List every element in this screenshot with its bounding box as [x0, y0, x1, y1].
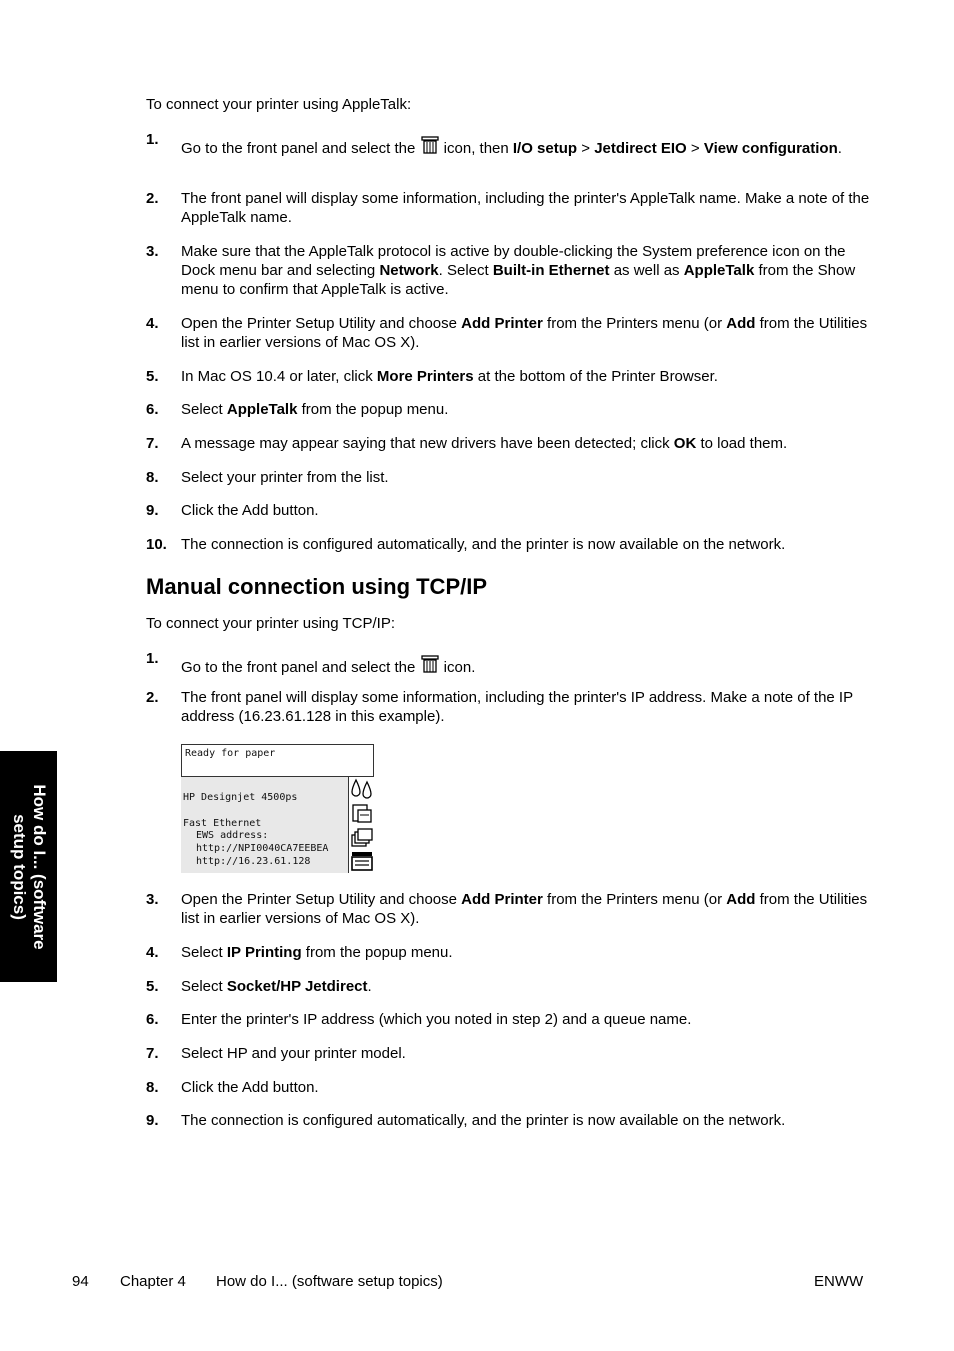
tcpip-step-1-number: 1.: [146, 650, 159, 667]
step-text: from the popup menu.: [305, 944, 453, 961]
lcd-info-area: [181, 777, 348, 873]
step-text: from the Utilities list in earlier versions of Mac OS X).: [181, 315, 868, 351]
footer-page-number: 94: [72, 1273, 89, 1290]
tcpip-step-3-number: 3.: [146, 891, 159, 908]
lcd-model: HP Designjet 4500ps: [183, 792, 298, 803]
appletalk-step-6-text: [181, 400, 871, 419]
appletalk-step-4-number: 4.: [146, 315, 159, 332]
appletalk-step-8-text: Select your printer from the list.: [181, 469, 389, 486]
menu-path-jetdirect: Jetdirect EIO: [594, 140, 687, 157]
side-tab-label: [9, 757, 49, 977]
step-text: Open the Printer Setup Utility and choose: [181, 891, 457, 908]
tcpip-step-5-text: [181, 977, 871, 996]
step-text: icon, then: [443, 140, 509, 157]
side-tab-line-2: setup topics): [9, 813, 29, 920]
bold-built-in-ethernet: Built-in Ethernet: [492, 262, 610, 279]
tcpip-step-7-number: 7.: [146, 1045, 159, 1062]
step-text: Go to the front panel and select the: [181, 659, 416, 676]
bold-add: Add: [726, 315, 756, 332]
appletalk-step-7-number: 7.: [146, 435, 159, 452]
step-text: Select: [181, 944, 223, 961]
bold-more-printers: More Printers: [376, 368, 474, 385]
step-text: to load them.: [700, 435, 788, 452]
bold-network: Network: [379, 262, 439, 279]
tcpip-step-6-text: Enter the printer's IP address (which you noted in step 2) and a queue name.: [181, 1011, 692, 1028]
appletalk-intro: To connect your printer using AppleTalk:: [146, 96, 412, 113]
appletalk-step-5-number: 5.: [146, 368, 159, 385]
bold-appletalk: AppleTalk: [683, 262, 755, 279]
tcpip-step-3-text: [181, 890, 871, 928]
appletalk-step-9-text: Click the Add button.: [181, 502, 319, 519]
step-text: . Select: [438, 262, 489, 279]
menu-path-io-setup: I/O setup: [512, 140, 578, 157]
bold-ip-printing: IP Printing: [226, 944, 302, 961]
step-text: A message may appear saying that new drivers have been detected; click: [181, 435, 670, 452]
front-panel-menu-icon: [421, 136, 439, 154]
bold-appletalk: AppleTalk: [226, 401, 298, 418]
step-text: Open the Printer Setup Utility and choose: [181, 315, 457, 332]
side-tab-line-1: How do I... (software: [29, 783, 49, 950]
appletalk-step-9-number: 9.: [146, 502, 159, 519]
lcd-icon-column: [348, 777, 375, 873]
footer-chapter-title: How do I... (software setup topics): [216, 1273, 443, 1290]
tcpip-step-4-number: 4.: [146, 944, 159, 961]
front-panel-menu-icon: [421, 655, 439, 673]
appletalk-step-4-text: [181, 314, 871, 352]
step-text: from the Show menu to confirm that AppleTalk is active.: [181, 262, 856, 298]
step-text: from the Printers menu (or: [547, 891, 723, 908]
bold-add: Add: [726, 891, 756, 908]
footer-doc-code: ENWW: [814, 1273, 864, 1290]
appletalk-step-2-number: 2.: [146, 190, 159, 207]
tcpip-step-1-text: [181, 655, 871, 677]
tcpip-step-9-number: 9.: [146, 1112, 159, 1129]
ink-drops-icon: [350, 778, 374, 800]
printer-tray-icon: [350, 850, 374, 872]
bold-ok: OK: [673, 435, 697, 452]
tcpip-step-4-text: [181, 943, 871, 962]
printhead-icon: [350, 802, 374, 824]
step-text: In Mac OS 10.4 or later, click: [181, 368, 373, 385]
lcd-connection: Fast Ethernet: [183, 818, 262, 829]
lcd-status-text: Ready for paper: [185, 748, 276, 759]
tcpip-step-2-number: 2.: [146, 689, 159, 706]
appletalk-step-1-number: 1.: [146, 131, 159, 148]
appletalk-step-6-number: 6.: [146, 401, 159, 418]
lcd-ews-label: EWS address:: [196, 830, 269, 841]
appletalk-step-7-text: [181, 434, 871, 453]
paper-stack-icon: [350, 826, 374, 848]
menu-path-view-config: View configuration: [703, 140, 838, 157]
bold-add-printer: Add Printer: [461, 315, 543, 332]
front-panel-display: [181, 744, 374, 873]
appletalk-step-5-text: [181, 367, 871, 386]
footer-chapter: Chapter 4: [120, 1273, 186, 1290]
step-text: .: [367, 978, 372, 995]
step-text: Go to the front panel and select the: [181, 140, 416, 157]
lcd-status-area: [181, 744, 374, 777]
path-separator: >: [690, 140, 700, 157]
tcpip-step-7-text: Select HP and your printer model.: [181, 1045, 406, 1062]
step-text: icon.: [443, 659, 476, 676]
tcpip-step-9-text: The connection is configured automatically, and the printer is now available on the network.: [181, 1112, 786, 1129]
tcpip-step-8-text: Click the Add button.: [181, 1079, 319, 1096]
appletalk-step-1-text: [181, 136, 871, 158]
bold-socket-hp-jetdirect: Socket/HP Jetdirect: [226, 978, 368, 995]
step-text: from the Utilities list in earlier versions of Mac OS X).: [181, 891, 868, 927]
appletalk-step-3-text: [181, 242, 871, 299]
step-text: from the popup menu.: [301, 401, 449, 418]
step-text: as well as: [613, 262, 680, 279]
step-text: Select: [181, 978, 223, 995]
tcpip-step-5-number: 5.: [146, 978, 159, 995]
section-heading-tcpip: Manual connection using TCP/IP: [146, 574, 488, 599]
step-text: Make sure that the AppleTalk protocol is active by double-clicking the System preference icon on the Dock menu bar and selecting: [181, 243, 846, 279]
tcpip-step-6-number: 6.: [146, 1011, 159, 1028]
appletalk-step-3-number: 3.: [146, 243, 159, 260]
step-text: from the Printers menu (or: [547, 315, 723, 332]
tcpip-intro: To connect your printer using TCP/IP:: [146, 615, 396, 632]
chapter-side-tab: [0, 751, 57, 982]
step-text: Select: [181, 401, 223, 418]
appletalk-step-10-number: 10.: [146, 536, 167, 553]
tcpip-step-8-number: 8.: [146, 1079, 159, 1096]
path-separator: >: [581, 140, 591, 157]
lcd-url-ip: http://16.23.61.128: [196, 856, 311, 867]
appletalk-step-10-text: The connection is configured automatically, and the printer is now available on the network.: [181, 536, 786, 553]
step-text: at the bottom of the Printer Browser.: [477, 368, 718, 385]
step-text: .: [837, 140, 842, 157]
lcd-url-hostname: http://NPI0040CA7EEBEA: [196, 843, 329, 854]
appletalk-step-2-text: The front panel will display some information, including the printer's AppleTalk name. Make a note of the AppleTalk name.: [181, 190, 870, 226]
tcpip-step-2-text: The front panel will display some information, including the printer's IP address. Make a note of the IP address (16.23.61.128 in this example).: [181, 689, 853, 725]
appletalk-step-8-number: 8.: [146, 469, 159, 486]
bold-add-printer: Add Printer: [461, 891, 543, 908]
